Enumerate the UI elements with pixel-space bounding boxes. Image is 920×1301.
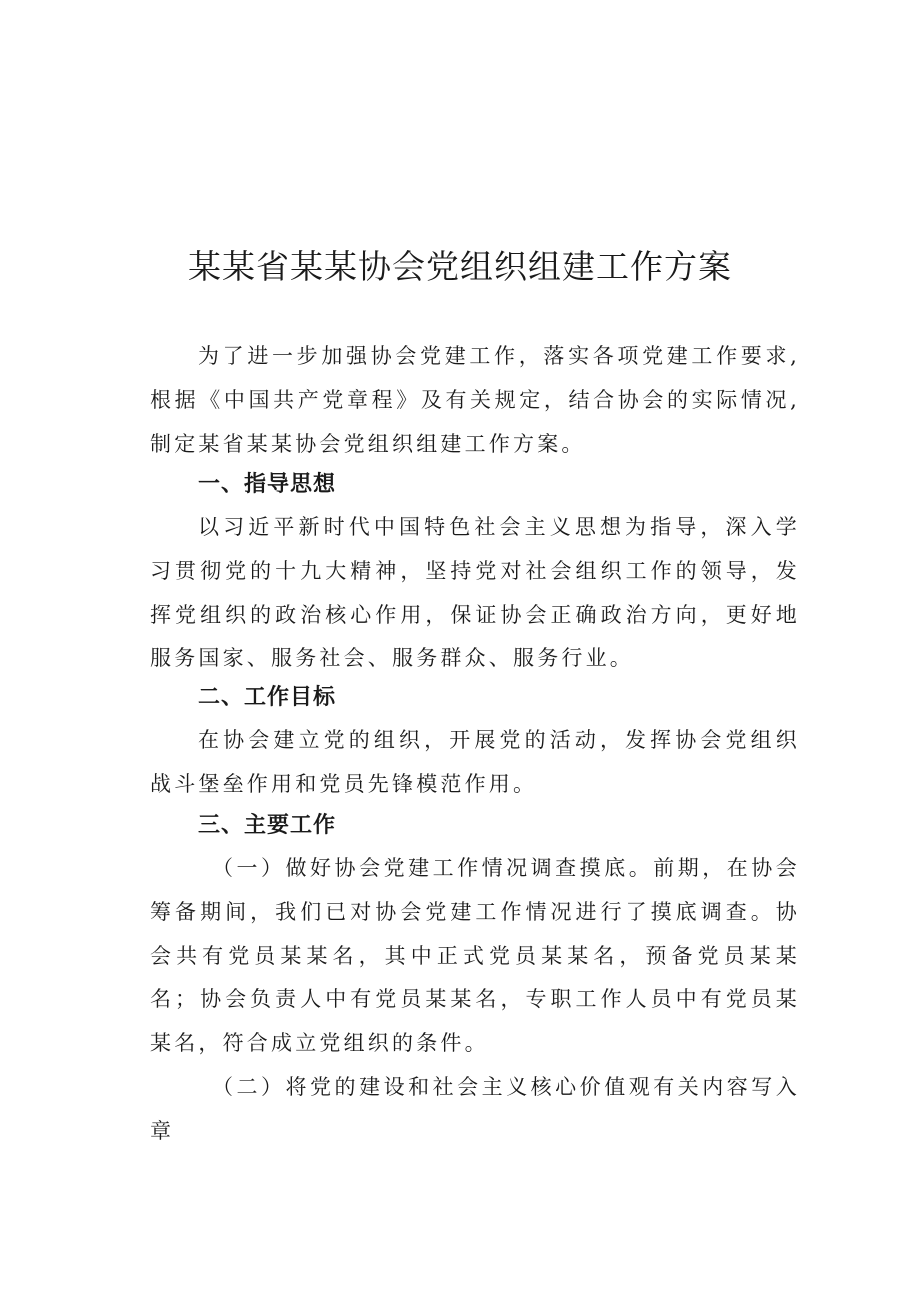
intro-paragraph: 为了进一步加强协会党建工作，落实各项党建工作要求,根据《中国共产党章程》及有关规定，结合协会的实际情况,制定某省某某协会党组织组建工作方案。 <box>150 344 800 456</box>
section-body-work-goal: 在协会建立党的组织，开展党的活动，发挥协会党组织战斗堡垒作用和党员先锋模范作用。 <box>150 728 800 796</box>
section-heading-guiding-ideology: 一、指导思想 <box>198 472 337 497</box>
section-heading-main-work: 三、主要工作 <box>198 813 337 838</box>
section-heading-work-goal: 二、工作目标 <box>198 685 337 710</box>
main-work-item-2: （二）将党的建设和社会主义核心价值观有关内容写入章 <box>150 1075 800 1143</box>
section-body-guiding-ideology: 以习近平新时代中国特色社会主义思想为指导，深入学习贯彻党的十九大精神，坚持党对社会组织工作的领导，发挥党组织的政治核心作用，保证协会正确政治方向，更好地服务国家、服务社会、服务群众、服务行业。 <box>150 515 800 671</box>
main-work-item-1: （一）做好协会党建工作情况调查摸底。前期，在协会筹备期间，我们已对协会党建工作情况进行了摸底调查。协会共有党员某某名，其中正式党员某某名，预备党员某某名；协会负责人中有党员某某名，专职工作人员中有党员某某名，符合成立党组织的条件。 <box>150 856 800 1056</box>
document-title: 某某省某某协会党组织组建工作方案 <box>188 247 732 286</box>
